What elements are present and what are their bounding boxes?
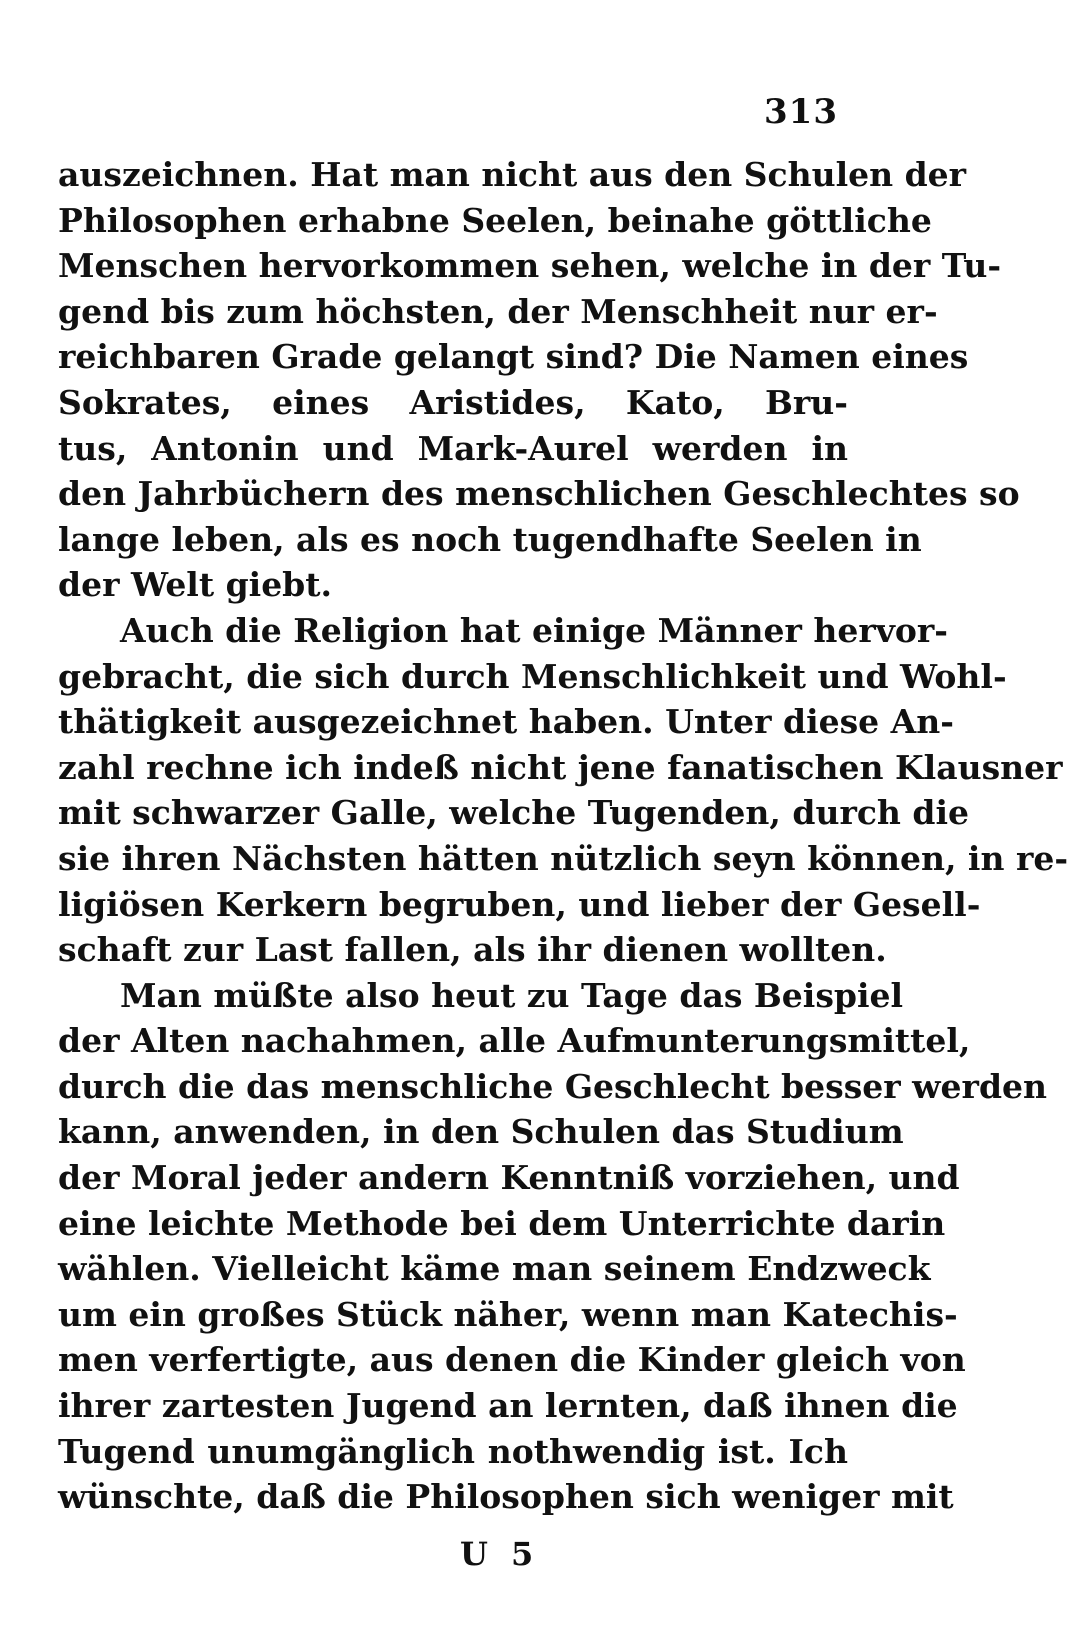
text-line: men verfertigte, aus denen die Kinder gleich von [58,1340,966,1380]
text-line: wünschte, daß die Philosophen sich weniger mit [58,1477,954,1517]
text-line: ihrer zartesten Jugend an lernten, daß ihnen die [58,1386,958,1426]
text-line: kann, anwenden, in den Schulen das Studium [58,1112,904,1152]
paragraph-start-line: Auch die Religion hat einige Männer hervor- [120,610,948,650]
text-line: den Jahrbüchern des menschlichen Geschlechtes so [58,474,1020,514]
text-line: lange leben, als es noch tugendhafte Seelen in [58,519,922,559]
text-line: gebracht, die sich durch Menschlichkeit und Wohl- [58,656,1007,696]
signature-mark: U 5 [460,1535,540,1573]
text-line: Menschen hervorkommen sehen, welche in der Tu- [58,246,1002,286]
page-number: 313 [764,92,838,132]
text-line: zahl rechne ich indeß nicht jene fanatischen Klausner [58,747,1063,787]
paragraph-end-line: der Welt giebt. [58,565,332,605]
text-line: eine leichte Methode bei dem Unterrichte darin [58,1203,946,1243]
text-line: der Alten nachahmen, alle Aufmunterungsmittel, [58,1021,971,1061]
paragraph-end-line: schaft zur Last fallen, als ihr dienen wollten. [58,930,887,970]
text-line: der Moral jeder andern Kenntniß vorziehen, und [58,1158,960,1198]
text-line: ligiösen Kerkern begruben, und lieber der Gesell- [58,884,981,924]
text-line: Sokrates, eines Aristides, Kato, Bru- [58,382,848,422]
text-line: durch die das menschliche Geschlecht besser werden [58,1066,1048,1106]
text-line: Tugend unumgänglich nothwendig ist. Ich [58,1431,848,1471]
text-line: sie ihren Nächsten hätten nützlich seyn können, in re- [58,838,1068,878]
text-line: thätigkeit ausgezeichnet haben. Unter diese An- [58,702,954,742]
text-line: auszeichnen. Hat man nicht aus den Schulen der [58,155,967,194]
text-line: mit schwarzer Galle, welche Tugenden, durch die [58,793,970,833]
text-line: um ein großes Stück näher, wenn man Katechis- [58,1294,958,1334]
text-line: reichbaren Grade gelangt sind? Die Namen eines [58,337,969,377]
paragraph-start-line: Man müßte also heut zu Tage das Beispiel [120,975,904,1015]
text-line: gend bis zum höchsten, der Menschheit nur er- [58,291,938,331]
text-line: wählen. Vielleicht käme man seinem Endzweck [58,1249,931,1289]
text-line: Philosophen erhabne Seelen, beinahe göttliche [58,200,932,240]
body-text [58,152,1068,1520]
text-line: tus, Antonin und Mark-Aurel werden in [58,428,848,468]
